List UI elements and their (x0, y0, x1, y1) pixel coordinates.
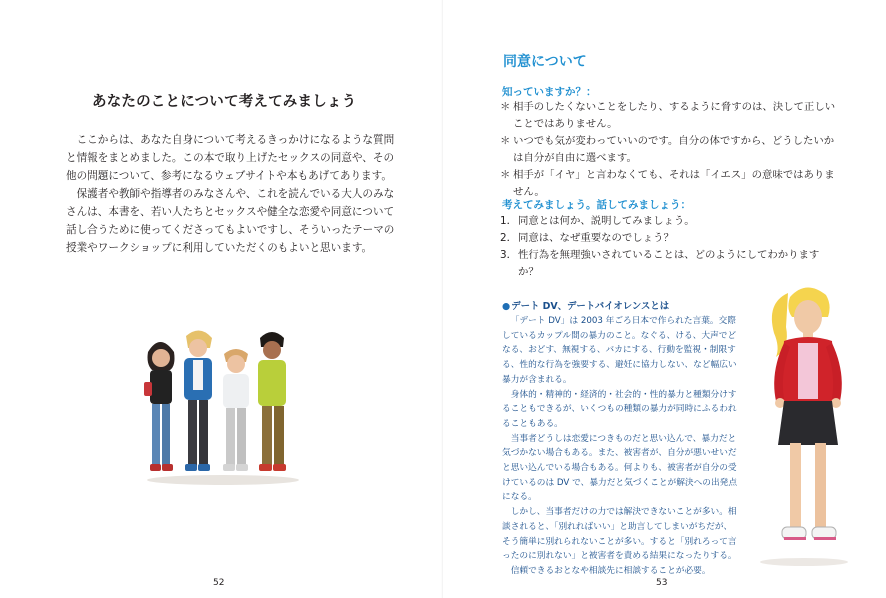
girl-illustration (744, 283, 864, 568)
did-you-know-heading: 知っていますか？： (502, 86, 597, 98)
list-item-text: 性行為を無理強いされていることは、どのようにしてわかりますか？ (518, 249, 820, 278)
info-paragraph: 信頼できるおとなや相談先に相談することが必要。 (510, 565, 711, 576)
list-item (500, 133, 840, 167)
bullet-dot: ● (502, 301, 511, 312)
dating-violence-info-box (502, 299, 738, 579)
asterisk-bullet: ＊ (500, 101, 511, 113)
left-page-title: あなたのことについて考えてみましょう (92, 94, 357, 110)
asterisk-bullet: ＊ (500, 169, 511, 181)
body-paragraph: 保護者や教師や指導者のみなさんや、これを読んでいる大人のみなさんは、本書を、若い人たちとセックスや健全な恋愛や同意について話し合うために使ってくださってもよいですし、そういったテーマの授業やワークショップに利用していただくのもよいと思います。 (66, 188, 395, 254)
left-page-body (66, 131, 400, 257)
list-item (500, 247, 840, 281)
list-item-text: 同意は、なぜ重要なのでしょう？ (518, 232, 674, 244)
list-item-text: 相手が「イヤ」と言わなくても、それは「イエス」の意味ではありません。 (513, 169, 835, 198)
list-item (500, 230, 840, 247)
asterisk-bullet: ＊ (500, 135, 511, 147)
list-item-text: 相手のしたくないことをしたり、するように脅すのは、決して正しいことではありません。 (513, 101, 836, 130)
list-item (500, 167, 840, 201)
body-paragraph: ここからは、あなた自身について考えるきっかけになるような質問と情報をまとめました。この本で取り上げたセックスの同意や、その他の問題について、参考になるウェブサイトや本もあげてあります。 (66, 134, 395, 182)
teen-group-illustration (138, 330, 308, 488)
discussion-heading: 考えてみましょう。話してみましょう： (502, 199, 691, 211)
info-box-title (502, 299, 738, 314)
list-item (500, 99, 840, 133)
list-number: 2． (500, 232, 518, 244)
page-number: 53 (656, 578, 668, 588)
list-item-text: 同意とは何か、説明してみましょう。 (518, 215, 695, 227)
list-number: 3． (500, 249, 518, 261)
page-number: 52 (213, 578, 225, 588)
info-paragraph: しかし、当事者だけの力では解決できないことが多い。相談されると、「別れればいい」と助言してしまいがちだが、そう簡単に別れられないことが多い。すると「別れろって言ったのに別れない」と被害者を責める結果になったりする。 (502, 507, 737, 562)
info-paragraph: 「デート DV」は 2003 年ごろ日本で作られた言葉。交際しているカップル間の暴力のこと。なぐる、ける、大声でどなる、おどす、無視する、バカにする、行動を監視・制限する、性的な行為を強要する、避妊に協力しない、など幅広い暴力が含まれる。 (502, 316, 737, 385)
list-item-text: いつでも気が変わっていいのです。自分の体ですから、どうしたいかは自分が自由に選べます。 (513, 135, 835, 164)
info-paragraph: 身体的・精神的・経済的・社会的・性的暴力と種類分けすることもできるが、いくつもの種類の暴力が同時にふるわれることもある。 (502, 389, 737, 429)
list-item (500, 213, 840, 230)
section-heading: 同意について (503, 54, 587, 70)
info-paragraph: 当事者どうしは恋愛につきものだと思い込んで、暴力だと気づかない場合もある。また、被害者が、自分が悪いせいだと思い込んでいる場合もある。何よりも、被害者が自分の受けているのは DV で、暴力だと気づくことが解決への出発点になる。 (502, 433, 738, 503)
info-box-title-text: デート DV、デートバイオレンスとは (511, 301, 670, 312)
list-number: 1． (500, 215, 518, 227)
right-page (443, 0, 886, 598)
discussion-question-list (500, 213, 840, 281)
did-you-know-list (500, 99, 840, 201)
